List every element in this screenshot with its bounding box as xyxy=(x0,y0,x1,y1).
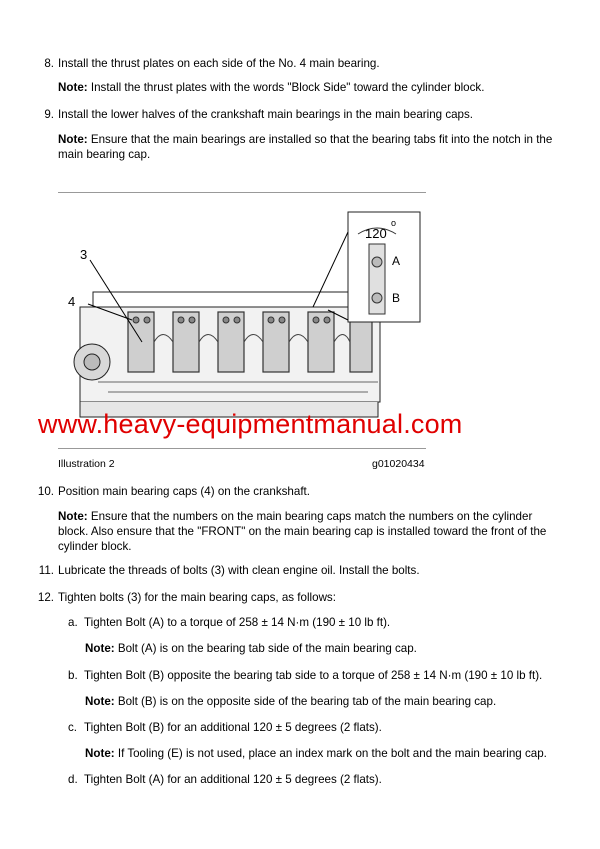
note-text: Bolt (A) is on the bearing tab side of the main bearing cap. xyxy=(117,642,417,655)
substep-d xyxy=(68,772,382,787)
watermark-text: www.heavy-equipmentmanual.com xyxy=(38,409,463,439)
substep-b xyxy=(68,668,542,683)
note-text-line3: cylinder block. xyxy=(58,540,132,553)
figure-code: g01020434 xyxy=(372,458,425,470)
degree-symbol: o xyxy=(391,218,397,228)
step-text: Install the lower halves of the crankshaft main bearings in the main bearing caps. xyxy=(58,108,474,121)
note-step-9 xyxy=(58,132,578,162)
note-label: Note: xyxy=(58,81,88,94)
figure-bottom-rule xyxy=(58,448,426,449)
note-label: Note: xyxy=(85,642,115,655)
step-text: Install the thrust plates on each side of the No. 4 main bearing. xyxy=(58,57,380,70)
note-text: If Tooling (E) is not used, place an index mark on the bolt and the main bearing cap. xyxy=(117,747,547,760)
substep-text: Tighten Bolt (A) to a torque of 258 ± 14 N·m (190 ± 10 lb ft). xyxy=(84,616,391,629)
note-text-line2: main bearing cap. xyxy=(58,148,151,161)
substep-c xyxy=(68,720,382,735)
step-text: Lubricate the threads of bolts (3) with clean engine oil. Install the bolts. xyxy=(58,564,420,577)
substep-letter: d. xyxy=(68,773,78,786)
note-text-line1: Ensure that the main bearings are installed so that the bearing tabs fit into the notch in the xyxy=(90,133,553,146)
note-text: Install the thrust plates with the words "Block Side" toward the cylinder block. xyxy=(90,81,485,94)
substep-text: Tighten Bolt (A) for an additional 120 ± 5 degrees (2 flats). xyxy=(84,773,382,786)
step-number: 10. xyxy=(37,485,54,498)
step-number: 8. xyxy=(44,57,54,70)
note-label: Note: xyxy=(58,510,88,523)
note-text-line2: block. Also ensure that the "FRONT" on the main bearing cap is installed toward the front of the xyxy=(58,525,547,538)
note-text-line1: Ensure that the numbers on the main bearing caps match the numbers on the cylinder xyxy=(90,510,533,523)
note-label: Note: xyxy=(85,695,115,708)
note-label: Note: xyxy=(58,133,88,146)
bolt-label-a: A xyxy=(392,254,401,268)
substep-letter: c. xyxy=(68,721,78,734)
note-substep-c xyxy=(85,746,547,761)
substep-letter: a. xyxy=(68,616,78,629)
figure-caption: Illustration 2 xyxy=(58,458,115,470)
step-text: Tighten bolts (3) for the main bearing caps, as follows: xyxy=(58,591,336,604)
substep-a xyxy=(68,615,390,630)
step-text: Position main bearing caps (4) on the crankshaft. xyxy=(58,485,310,498)
note-text: Bolt (B) is on the opposite side of the bearing tab of the main bearing cap. xyxy=(117,695,497,708)
angle-label: 120 xyxy=(365,226,387,241)
note-substep-b xyxy=(85,694,496,709)
substep-text: Tighten Bolt (B) for an additional 120 ± 5 degrees (2 flats). xyxy=(84,721,382,734)
substep-text: Tighten Bolt (B) opposite the bearing tab side to a torque of 258 ± 14 N·m (190 ± 10 lb ft). xyxy=(84,669,543,682)
note-label: Note: xyxy=(85,747,115,760)
bolt-label-b: B xyxy=(392,291,401,305)
step-number: 12. xyxy=(37,591,54,604)
note-substep-a xyxy=(85,641,417,656)
step-number: 9. xyxy=(44,108,54,121)
note-step-10 xyxy=(58,509,578,554)
callout-3: 3 xyxy=(80,247,88,262)
step-number: 11. xyxy=(38,564,54,577)
substep-letter: b. xyxy=(68,669,78,682)
callout-4: 4 xyxy=(68,294,76,309)
note-step-8 xyxy=(58,80,578,95)
